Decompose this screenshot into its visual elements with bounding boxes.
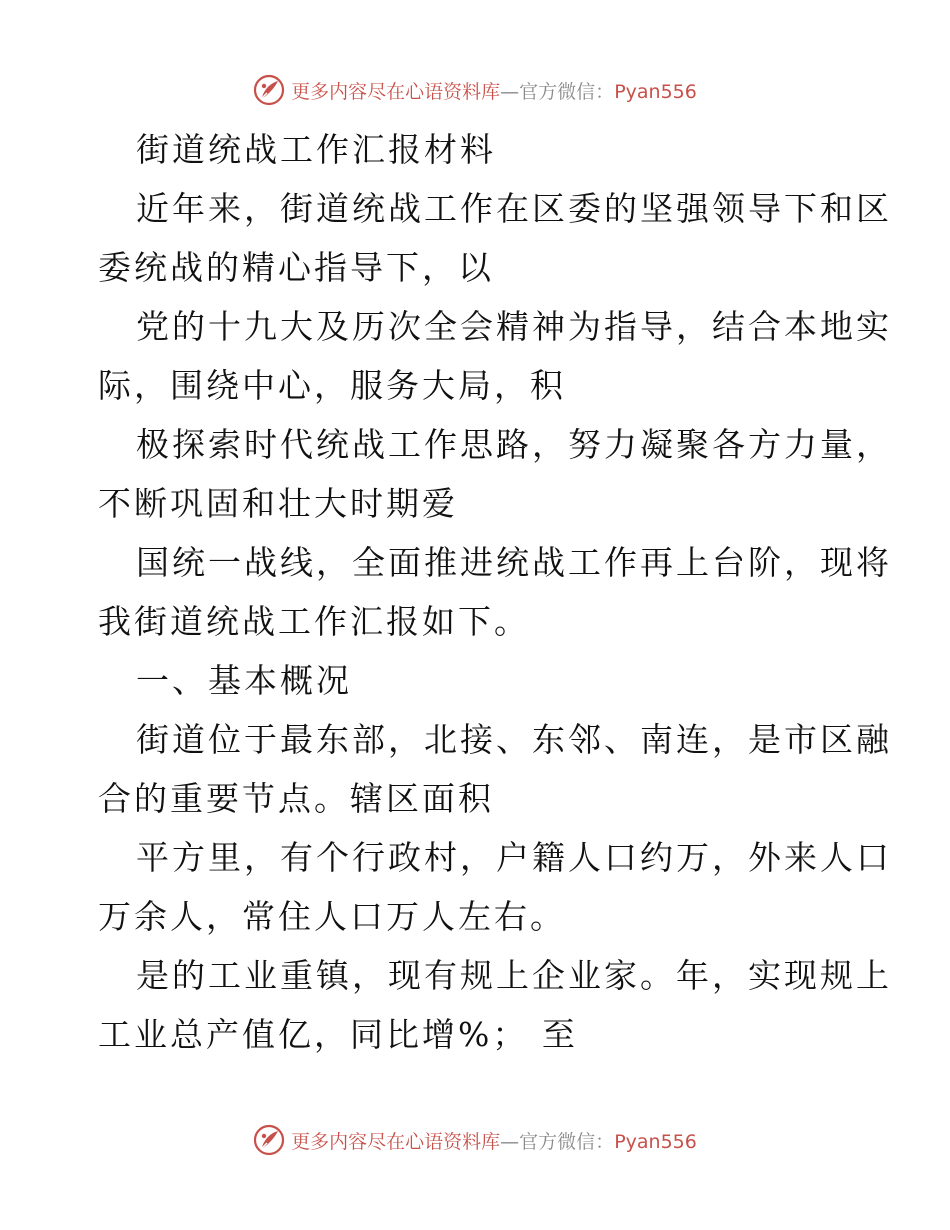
paragraph-line: 委统战的精心指导下，以 [98,248,494,287]
paragraph-line: 近年来，街道统战工作在区委的坚强领导下和区 [136,189,892,228]
document-title: 街道统战工作汇报材料 [136,130,496,169]
quill-pen-logo-icon [253,1124,285,1156]
paragraph-line: 极探索时代统战工作思路，努力凝聚各方力量， [136,425,892,464]
watermark-label: 官方微信： [519,80,615,103]
paragraph-line: 际，围绕中心，服务大局，积 [98,366,566,405]
paragraph-line: 国统一战线，全面推进统战工作再上台阶，现将 [136,543,892,582]
watermark-dash: — [500,80,520,103]
paragraph-line: 街道位于最东部，北接、东邻、南连，是市区融 [136,720,892,759]
paragraph-line: 我街道统战工作汇报如下。 [98,602,530,641]
section-heading: 一、基本概况 [136,661,352,700]
paragraph-line: 是的工业重镇，现有规上企业家。年，实现规上 [136,956,892,995]
watermark-label: 官方微信： [519,1130,615,1153]
header-watermark [0,72,950,108]
paragraph-line: 工业总产值亿，同比增%； 至 [98,1015,578,1054]
paragraph-line: 平方里，有个行政村，户籍人口约万，外来人口 [136,838,892,877]
watermark-wechat-id: Pyan556 [614,80,697,103]
paragraph-line: 不断巩固和壮大时期爱 [98,484,458,523]
watermark-dash: — [500,1130,520,1153]
quill-pen-logo-icon [253,74,285,106]
watermark-main-text: 更多内容尽在心语资料库 [291,80,501,103]
paragraph-line: 党的十九大及历次全会精神为指导，结合本地实 [136,307,892,346]
watermark-main-text: 更多内容尽在心语资料库 [291,1130,501,1153]
footer-watermark [0,1122,950,1158]
document-body [98,120,892,1064]
paragraph-line: 合的重要节点。辖区面积 [98,779,494,818]
paragraph-line: 万余人，常住人口万人左右。 [98,897,566,936]
watermark-wechat-id: Pyan556 [614,1130,697,1153]
